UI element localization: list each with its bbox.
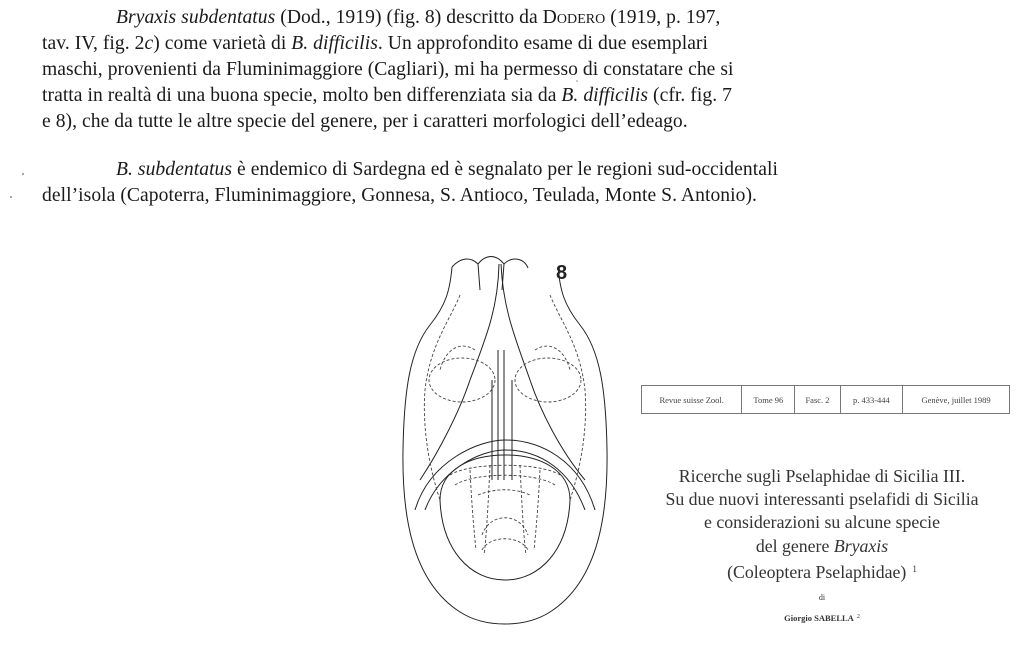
article-title (624, 465, 1020, 584)
scan-speck (10, 196, 12, 198)
footnote-marker: 2 (856, 614, 860, 620)
scan-speck (22, 173, 24, 175)
text-span: . Un approfondito esame di due esemplari (377, 33, 709, 54)
author-text: Giorgio SABELLA (784, 613, 854, 623)
text-span: tratta in realtà di una buona specie, molto ben differenziata sia da (42, 85, 562, 106)
by-label: di (818, 593, 826, 602)
pages-cell: p. 433-444 (840, 386, 903, 414)
text-span: del genere (755, 535, 834, 556)
text-line (42, 83, 1012, 109)
volume-cell: Tome 96 (742, 386, 795, 414)
text-line: e 8), che da tutte le altre specie del genere, per i caratteri morfologici dell’edeago. (42, 111, 688, 132)
outline-solid (403, 257, 607, 625)
figure-letter: c (144, 33, 154, 54)
text-line: dell’isola (Capoterra, Fluminimaggiore, Gonnesa, S. Antioco, Teulada, Monte S. Antonio). (42, 185, 758, 206)
paragraph-bryaxis-description (42, 5, 1012, 135)
place-date-cell: Genève, juillet 1989 (903, 386, 1010, 414)
issue-cell: Fasc. 2 (795, 386, 840, 414)
species-name: B. subdentatus (116, 159, 233, 180)
table-row (642, 386, 1010, 414)
footnote-marker: 1 (912, 563, 917, 574)
text-span: ) come varietà di (153, 33, 292, 54)
title-line: Su due nuovi interessanti pselafidi di Sicilia (665, 489, 979, 510)
text-line (42, 5, 1012, 31)
journal-header-table (641, 385, 1010, 414)
text-span: tav. IV, fig. 2 (42, 33, 145, 54)
title-line (624, 558, 1020, 584)
author-name (624, 613, 1020, 623)
text-span: è endemico di Sardegna ed è segnalato per le regioni sud-occidentali (232, 159, 778, 180)
species-name: B. difficilis (291, 33, 378, 54)
outline-dashed (424, 295, 585, 555)
figure-aedeagus-drawing (400, 250, 610, 630)
text-span: (1919, p. 197, (605, 7, 721, 28)
figure-number: 8 (556, 262, 568, 284)
text-line (42, 157, 1012, 183)
title-line (624, 535, 1020, 558)
text-span: (Coleoptera Pselaphidae) (727, 561, 907, 582)
title-line: Ricerche sugli Pselaphidae di Sicilia III. (678, 466, 966, 486)
journal-name-cell: Revue suisse Zool. (642, 386, 742, 414)
scan-speck (576, 80, 578, 82)
text-span: (Dod., 1919) (fig. 8) descritto da (275, 7, 543, 28)
author-citation: Dodero (542, 7, 606, 28)
paragraph-distribution (42, 157, 1012, 209)
genus-name: Bryaxis (833, 535, 889, 556)
species-name: Bryaxis subdentatus (116, 7, 276, 28)
text-span: (cfr. fig. 7 (648, 85, 732, 106)
species-name: B. difficilis (561, 85, 649, 106)
text-line: maschi, provenienti da Fluminimaggiore (Cagliari), mi ha permesso di constatare che si (42, 59, 734, 80)
text-line (42, 31, 1012, 57)
title-line: e considerazioni su alcune specie (704, 512, 940, 533)
